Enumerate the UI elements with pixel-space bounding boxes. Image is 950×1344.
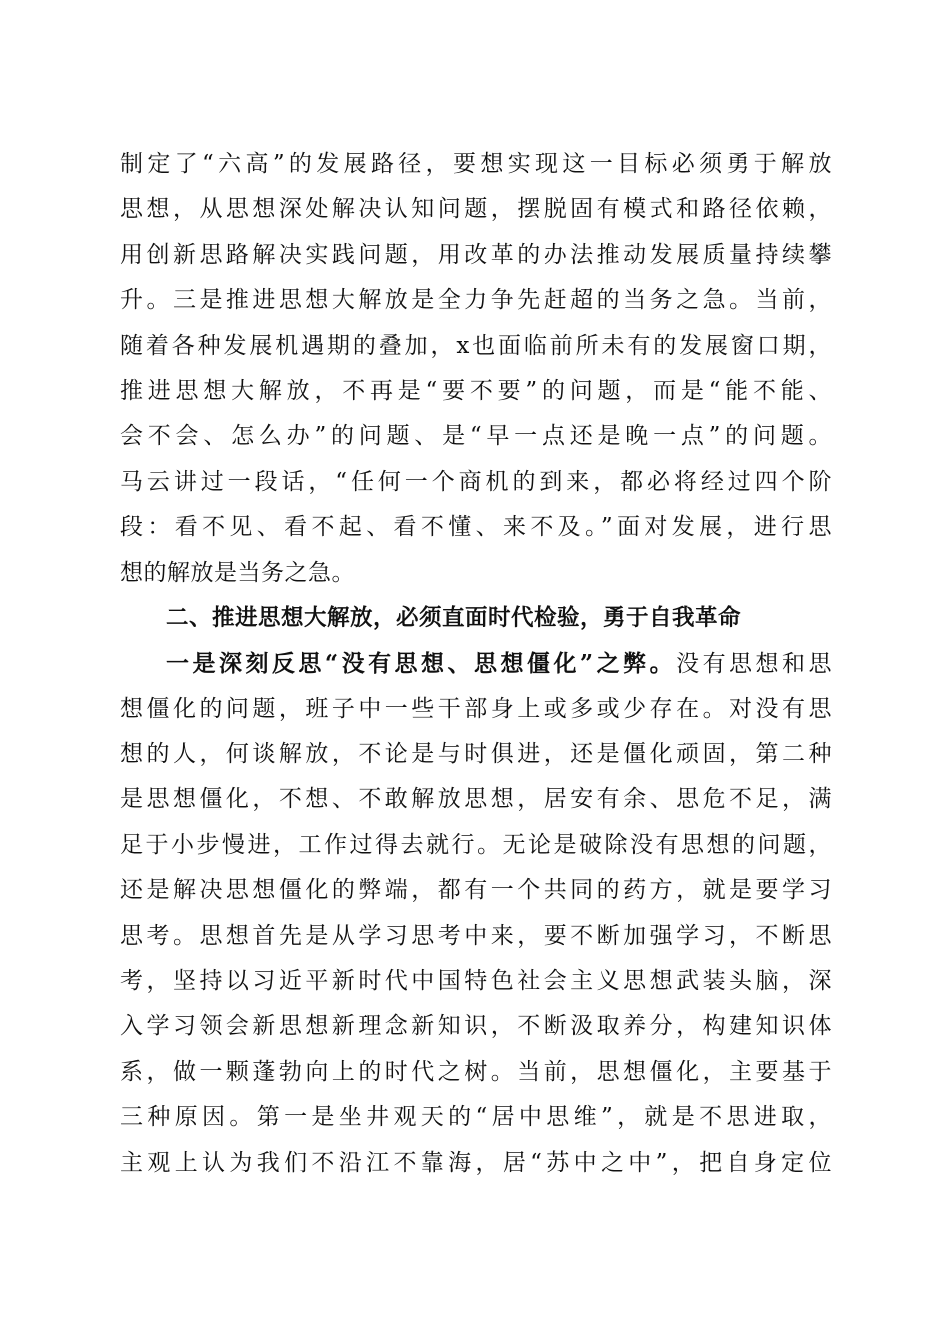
- paragraph-line: 三种原因。第一是坐井观天的“居中思维”，就是不思进取，: [120, 1104, 832, 1131]
- paragraph-line: 想的解放是当务之急。: [120, 559, 355, 586]
- paragraph-line: 想僵化的问题，班子中一些干部身上或多或少存在。对没有思: [120, 695, 832, 722]
- paragraph-line: 马云讲过一段话，“任何一个商机的到来，都必将经过四个阶: [120, 468, 832, 495]
- bold-lead-sentence: 一是深刻反思“没有思想、思想僵化”之弊。: [166, 650, 677, 678]
- paragraph-line: 制定了“六高”的发展路径，要想实现这一目标必须勇于解放: [120, 151, 832, 177]
- paragraph-line: 段：看不见、看不起、看不懂、来不及。”面对发展，进行思: [120, 514, 832, 541]
- paragraph-line: 想的人，何谈解放，不论是与时俱进，还是僵化顽固，第二种: [120, 741, 832, 768]
- paragraph-line: 足于小步慢进，工作过得去就行。无论是破除没有思想的问题，: [120, 831, 832, 858]
- paragraph-first-line: [120, 641, 832, 686]
- paragraph-line: 思考。思想首先是从学习思考中来，要不断加强学习，不断思: [120, 922, 832, 949]
- paragraph-line: 升。三是推进思想大解放是全力争先赶超的当务之急。当前，: [120, 287, 832, 314]
- paragraph-line: 随着各种发展机遇期的叠加，x也面临前所未有的发展窗口期，: [120, 332, 832, 359]
- paragraph-line: 是思想僵化，不想、不敢解放思想，居安有余、思危不足，满: [120, 786, 832, 813]
- paragraph-line: 推进思想大解放，不再是“要不要”的问题，而是“能不能、: [120, 377, 832, 404]
- paragraph-line: 会不会、怎么办”的问题、是“早一点还是晚一点”的问题。: [120, 423, 832, 450]
- paragraph-line: 思想，从思想深处解决认知问题，摆脱固有模式和路径依赖，: [120, 196, 832, 223]
- document-body: [120, 142, 832, 1186]
- paragraph-line: 系，做一颗蓬勃向上的时代之树。当前，思想僵化，主要基于: [120, 1058, 832, 1085]
- lead-line-rest: 没有思想和思: [676, 651, 832, 678]
- section-heading: 二、推进思想大解放，必须直面时代检验，勇于自我革命: [166, 604, 742, 631]
- paragraph-line: 用创新思路解决实践问题，用改革的办法推动发展质量持续攀: [120, 241, 832, 268]
- paragraph-line: 还是解决思想僵化的弊端，都有一个共同的药方，就是要学习: [120, 877, 832, 904]
- paragraph-line: 主观上认为我们不沿江不靠海，居“苏中之中”，把自身定位: [120, 1149, 832, 1176]
- paragraph-line: 入学习领会新思想新理念新知识，不断汲取养分，构建知识体: [120, 1013, 832, 1040]
- paragraph-line: 考，坚持以习近平新时代中国特色社会主义思想武装头脑，深: [120, 968, 832, 995]
